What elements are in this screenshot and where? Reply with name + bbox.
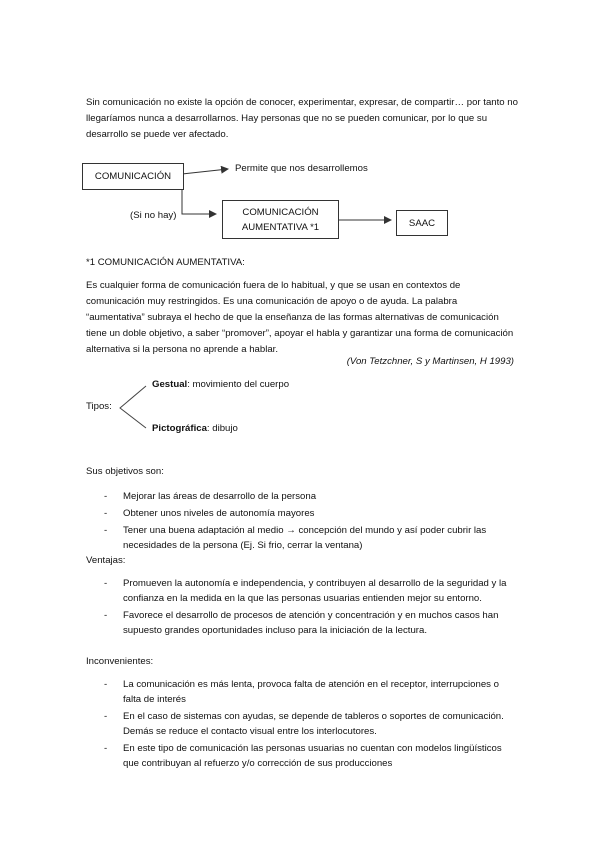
list-item: - Promueven la autonomía e independencia, y contribuyen al desarrollo de la seguridad y la confianza en la medida en la que las personas usuarias entienden mejor su entorno. (86, 576, 518, 606)
box-comunicacion: COMUNICACIÓN (82, 163, 184, 190)
tipo-picto-desc: : dibujo (206, 423, 238, 434)
tipo-picto-term: Pictográfica (152, 423, 207, 434)
inconvenientes-heading: Inconvenientes: (86, 656, 154, 667)
section-heading: *1 COMUNICACIÓN AUMENTATIVA: (86, 257, 245, 268)
arrow-to-permite (182, 169, 228, 174)
ventajas-list (86, 576, 518, 640)
tipo-gestual (152, 379, 289, 390)
label-si-no-hay: (Si no hay) (130, 210, 177, 221)
arrow-to-aumentativa (182, 187, 216, 214)
tipo-pictografica (152, 423, 238, 434)
definition-paragraph: Es cualquier forma de comunicación fuera de lo habitual, y que se usan en contextos de comunicación muy restringidos. Es una comunicación de apoyo o de ayuda. La palabra “aumentativa” subraya el hecho de que la enseñanza de las formas alternativas de comunicación tiene un doble objetivo, a saber “promover”, apoyar el habla y garantizar una forma de comunicación alternativa si la persona no aprende a hablar. (86, 280, 514, 355)
tipo-gestual-desc: : movimiento del cuerpo (187, 379, 290, 390)
list-item: - Favorece el desarrollo de procesos de atención y concentración y en muchos casos han supuesto grandes oportunidades incluso para la iniciación de la lectura. (86, 608, 518, 638)
box-saac: SAAC (396, 210, 448, 236)
tipo-gestual-term: Gestual (152, 379, 188, 390)
label-permite: Permite que nos desarrollemos (235, 163, 368, 174)
list-item: - Mejorar las áreas de desarrollo de la persona (86, 489, 518, 504)
intro-paragraph: Sin comunicación no existe la opción de conocer, experimentar, expresar, de compartir… por tanto no llegaríamos nunca a desarrollarnos. Hay personas que no se pueden comunicar, por lo que su desarrollo se puede ver afectado. (86, 97, 518, 140)
list-item: - La comunicación es más lenta, provoca falta de atención en el receptor, interrupciones o falta de interés (86, 677, 518, 707)
inconvenientes-list (86, 677, 518, 773)
box-comunicacion-aumentativa: COMUNICACIÓN AUMENTATIVA *1 (222, 200, 339, 239)
citation: (Von Tetzchner, S y Martinsen, H 1993) (346, 356, 514, 367)
tipos-label: Tipos: (86, 401, 112, 412)
list-item: - En este tipo de comunicación las personas usuarias no cuentan con modelos lingüísticos que contribuyan al refuerzo y/o corrección de sus producciones (86, 741, 518, 771)
list-item: - Obtener unos niveles de autonomía mayores (86, 506, 518, 521)
tipos-bracket (120, 386, 146, 428)
ventajas-heading: Ventajas: (86, 555, 126, 566)
objetivos-list (86, 489, 518, 555)
list-item: - Tener una buena adaptación al medio → concepción del mundo y así poder cubrir las necesidades de la persona (Ej. Si frio, cerrar la ventana) (86, 523, 518, 553)
list-item: - En el caso de sistemas con ayudas, se depende de tableros o soportes de comunicación. Demás se reduce el contacto visual entre los interlocutores. (86, 709, 518, 739)
objetivos-heading: Sus objetivos son: (86, 466, 164, 477)
